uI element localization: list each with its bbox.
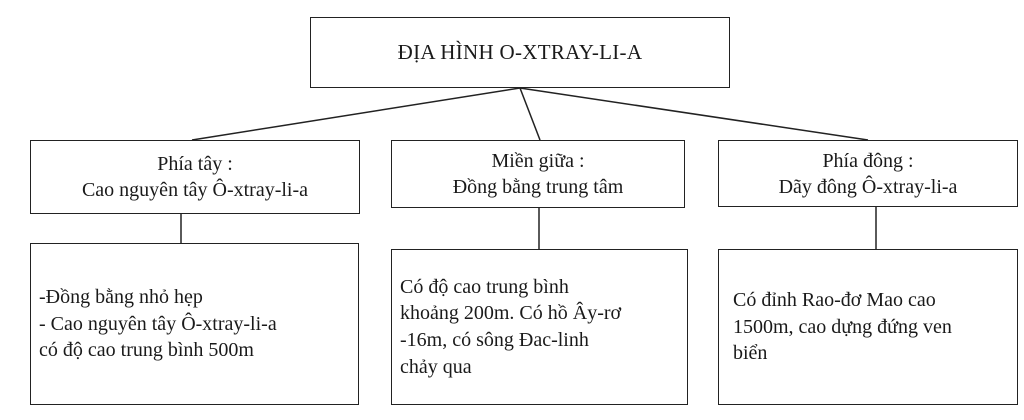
region-east-subheading: Dãy đông Ô-xtray-li-a xyxy=(778,175,958,198)
diagram-title: ĐỊA HÌNH O-XTRAY-LI-A xyxy=(397,40,643,64)
region-middle-heading-box xyxy=(391,140,685,208)
region-west-detail-line: có độ cao trung bình 500m xyxy=(39,339,254,362)
region-middle-detail-box xyxy=(391,249,688,405)
region-middle-heading: Miền giữa : xyxy=(491,150,585,172)
region-east-detail-line: Có đỉnh Rao-đơ Mao cao xyxy=(733,289,936,312)
region-west-heading: Phía tây : xyxy=(157,153,233,175)
diagram-title-box xyxy=(310,17,730,88)
region-east-heading: Phía đông : xyxy=(822,149,914,172)
region-east-detail-line: 1500m, cao dựng đứng ven xyxy=(733,315,952,338)
region-west-detail-line: -Đồng bằng nhỏ hẹp xyxy=(39,286,203,309)
region-west-detail-line: - Cao nguyên tây Ô-xtray-li-a xyxy=(39,312,277,335)
region-middle-detail-line: Có độ cao trung bình xyxy=(400,275,569,298)
region-middle-detail-line: khoảng 200m. Có hồ Ây-rơ xyxy=(400,302,622,325)
region-east-detail-line: biển xyxy=(733,342,768,365)
region-east-heading-box xyxy=(718,140,1018,207)
connector-root-middle xyxy=(520,88,540,140)
region-middle-subheading: Đồng bằng trung tâm xyxy=(452,176,624,198)
region-middle-detail-line: -16m, có sông Đac-linh xyxy=(400,329,589,351)
region-west-subheading: Cao nguyên tây Ô-xtray-li-a xyxy=(81,179,309,201)
connector-root-west xyxy=(192,88,520,140)
region-west-detail-box xyxy=(30,243,359,405)
connector-root-east xyxy=(520,88,868,140)
region-middle-detail-line: chảy qua xyxy=(400,355,472,378)
region-east-detail-box xyxy=(718,249,1018,405)
region-west-heading-box xyxy=(30,140,360,214)
